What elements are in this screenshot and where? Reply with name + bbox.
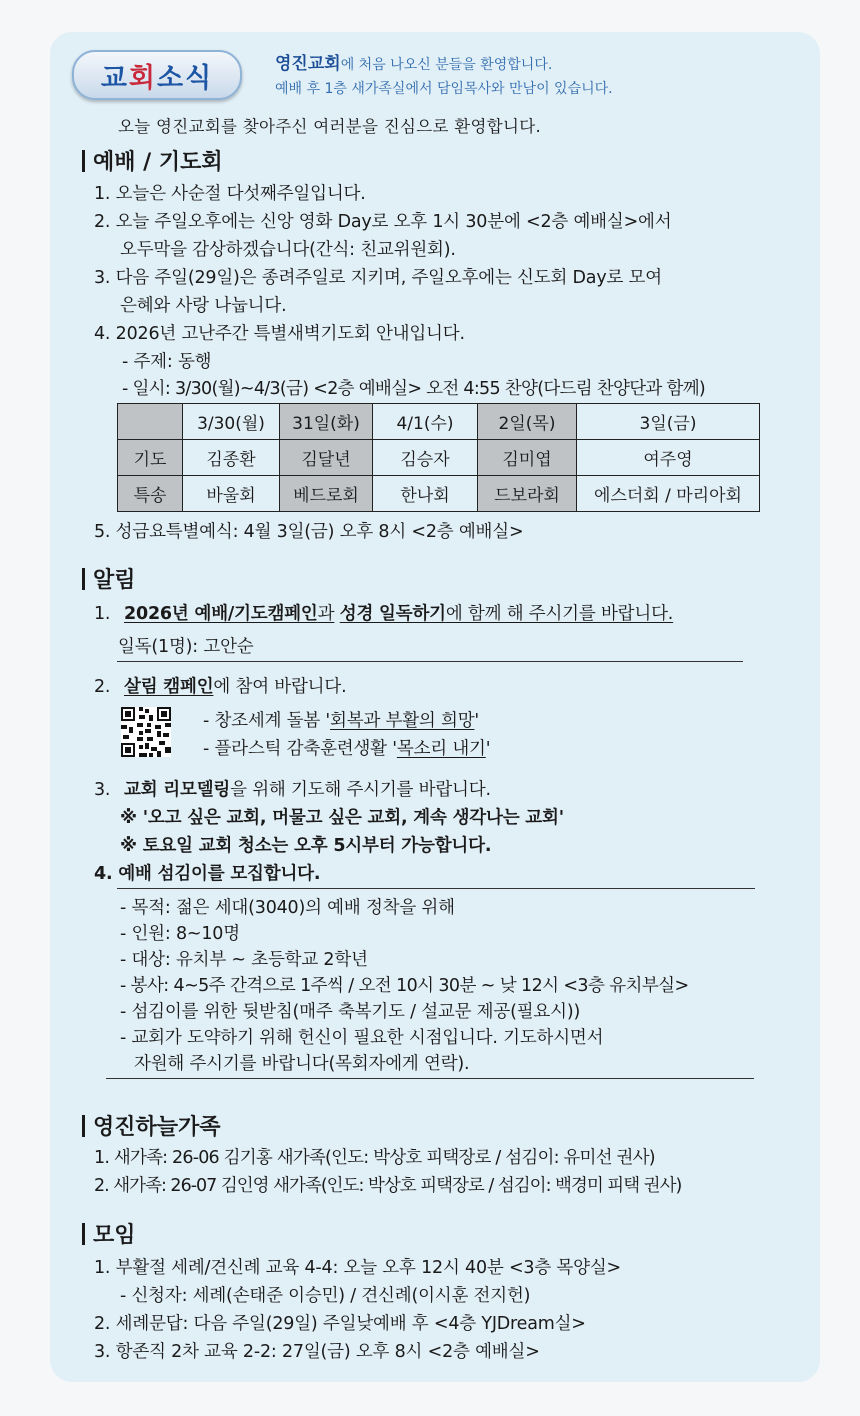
notice-item-2-sub1: - 창조세계 돌봄 '회복과 부활의 희망' xyxy=(203,711,480,731)
recovery-hope-link[interactable]: 회복과 부활의 희망 xyxy=(330,711,475,731)
notice-item-1-reader: 일독(1명): 고안순 xyxy=(118,637,254,657)
divider xyxy=(106,1078,754,1079)
campaign-link: 2026년 예배/기도캠페인 xyxy=(124,604,318,624)
salim-campaign-link: 살림 캠페인 xyxy=(124,677,214,697)
news-logo xyxy=(72,50,242,100)
table-cell: 4/1(수) xyxy=(373,404,478,440)
worship-item-1: 1. 오늘은 사순절 다섯째주일입니다. xyxy=(94,184,366,204)
notice-item-2-sub2: - 플라스틱 감축훈련생활 '목소리 내기' xyxy=(203,739,491,759)
meeting-item-2: 2. 세례문답: 다음 주일(29일) 주일낮예배 후 <4층 YJDream실> xyxy=(94,1314,586,1334)
bible-reading-link: 성경 일독하기 xyxy=(339,604,446,624)
raise-voice-link[interactable]: 목소리 내기 xyxy=(396,739,486,759)
table-cell: 기도 xyxy=(118,440,183,476)
table-cell: 바울회 xyxy=(183,476,280,512)
table-row xyxy=(118,440,760,476)
table-cell: 특송 xyxy=(118,476,183,512)
notice-item-2: 2. 살림 캠페인에 참여 바랍니다. xyxy=(94,677,347,697)
worship-item-4: 4. 2026년 고난주간 특별새벽기도회 안내입니다. xyxy=(94,324,465,344)
worship-item-2a: 2. 오늘 주일오후에는 신앙 영화 Day로 오후 1시 30분에 <2층 예배실>에서 xyxy=(94,212,672,232)
table-cell: 베드로회 xyxy=(280,476,373,512)
intro-line2: 예배 후 1층 새가족실에서 담임목사와 만남이 있습니다. xyxy=(275,81,613,97)
worship-item-2b: 오두막을 감상하겠습니다(간식: 친교위원회). xyxy=(120,240,456,260)
divider xyxy=(117,888,755,889)
table-cell: 김종환 xyxy=(183,440,280,476)
divider xyxy=(117,661,743,662)
worship-item-4-schedule: - 일시: 3/30(월)~4/3(금) <2층 예배실> 오전 4:55 찬양(다드림 찬양단과 함께) xyxy=(122,379,706,399)
table-cell xyxy=(118,404,183,440)
welcome-text: 오늘 영진교회를 찾아주신 여러분을 진심으로 환영합니다. xyxy=(118,117,542,136)
qr-code-icon[interactable] xyxy=(121,707,171,757)
notice-item-4-purpose: - 목적: 젊은 세대(3040)의 예배 정착을 위해 xyxy=(120,898,455,918)
notice-item-3-note2: ※ 토요일 교회 청소는 오후 5시부터 가능합니다. xyxy=(120,836,492,856)
worship-item-5: 5. 성금요특별예식: 4월 3일(금) 오후 8시 <2층 예배실> xyxy=(94,522,524,542)
table-row xyxy=(118,476,760,512)
table-cell: 에스더회 / 마리아회 xyxy=(577,476,760,512)
table-cell: 2일(목) xyxy=(478,404,577,440)
intro-text: 영진교회에 처음 나오신 분들을 환영합니다. 예배 후 1층 새가족실에서 담임목사와 만남이 있습니다. xyxy=(275,52,613,101)
notice-item-4-volunteer: 자원해 주시기를 바랍니다(목회자에게 연락). xyxy=(134,1054,470,1074)
section-title-notice: 알림 xyxy=(82,563,136,594)
table-header-row xyxy=(118,404,760,440)
family-item-2: 2. 새가족: 26-07 김인영 새가족(인도: 박상호 피택장로 / 섬김이: 백경미 피택 권사) xyxy=(94,1176,682,1196)
section-title-worship: 예배 / 기도회 xyxy=(82,145,223,176)
table-cell: 김승자 xyxy=(373,440,478,476)
table-cell: 3일(금) xyxy=(577,404,760,440)
notice-item-1: 1. 2026년 예배/기도캠페인과 성경 일독하기에 함께 해 주시기를 바랍니다. xyxy=(94,604,674,624)
notice-item-4-count: - 인원: 8~10명 xyxy=(120,924,240,944)
worship-item-4-theme: - 주제: 동행 xyxy=(122,352,212,372)
table-cell: 드보라회 xyxy=(478,476,577,512)
notice-item-3: 3. 교회 리모델링을 위해 기도해 주시기를 바랍니다. xyxy=(94,780,491,800)
table-cell: 김미엽 xyxy=(478,440,577,476)
notice-item-3-note1: ※ '오고 싶은 교회, 머물고 싶은 교회, 계속 생각나는 교회' xyxy=(120,808,564,828)
notice-item-4-target: - 대상: 유치부 ~ 초등학교 2학년 xyxy=(120,950,368,970)
meeting-item-1: 1. 부활절 세례/견신례 교육 4-4: 오늘 오후 12시 40분 <3층 목양실> xyxy=(94,1258,621,1278)
table-cell: 여주영 xyxy=(577,440,760,476)
table-cell: 김달년 xyxy=(280,440,373,476)
church-name: 영진교회 xyxy=(275,54,341,74)
notice-item-4-need: - 교회가 도약하기 위해 헌신이 필요한 시점입니다. 기도하시면서 xyxy=(120,1028,604,1048)
table-cell: 한나회 xyxy=(373,476,478,512)
notice-item-4: 4. 예배 섬김이를 모집합니다. xyxy=(94,864,321,884)
notice-item-4-support: - 섬김이를 위한 뒷받침(매주 축복기도 / 설교문 제공(필요시)) xyxy=(120,1002,581,1022)
table-cell: 31일(화) xyxy=(280,404,373,440)
table-cell: 3/30(월) xyxy=(183,404,280,440)
section-title-family: 영진하늘가족 xyxy=(82,1110,221,1141)
section-title-meetings: 모임 xyxy=(82,1218,136,1249)
notice-item-4-service: - 봉사: 4~5주 간격으로 1주씩 / 오전 10시 30분 ~ 낮 12시 <3층 유치부실> xyxy=(120,976,689,996)
prayer-schedule-table xyxy=(117,403,760,512)
worship-item-3b: 은혜와 사랑 나눕니다. xyxy=(120,296,287,316)
worship-item-3a: 3. 다음 주일(29일)은 종려주일로 지키며, 주일오후에는 신도회 Day로 모여 xyxy=(94,268,662,288)
logo-text: 교회소식 xyxy=(100,63,214,94)
meeting-item-1-applicants: - 신청자: 세례(손태준 이승민) / 견신례(이시훈 전지헌) xyxy=(120,1286,531,1306)
meeting-item-3: 3. 항존직 2차 교육 2-2: 27일(금) 오후 8시 <2층 예배실> xyxy=(94,1342,540,1362)
family-item-1: 1. 새가족: 26-06 김기홍 새가족(인도: 박상호 피택장로 / 섬김이: 유미선 권사) xyxy=(94,1148,655,1168)
